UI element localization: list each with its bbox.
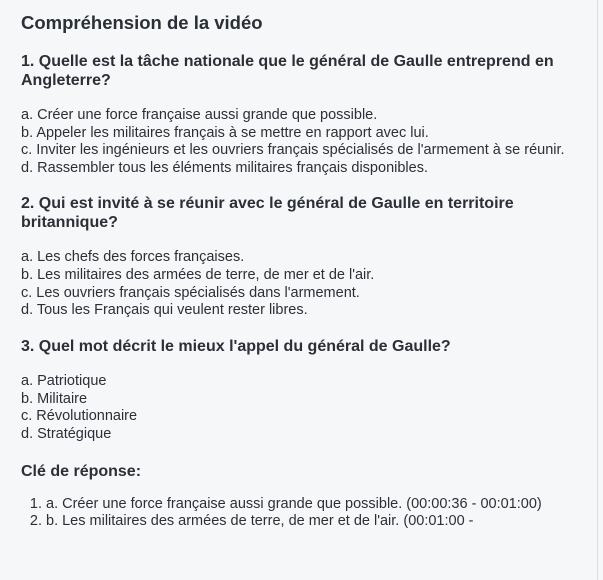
option-d: d. Tous les Français qui veulent rester libres. [21, 302, 308, 319]
options-list [21, 107, 577, 177]
question-3 [20, 338, 577, 444]
question-2 [20, 195, 577, 319]
question-title: 1. Quelle est la tâche nationale que le général de Gaulle entreprend en Angleterre? [21, 53, 554, 89]
option-a: a. Créer une force française aussi grande que possible. [21, 107, 378, 123]
options-list [21, 373, 577, 443]
options-list [21, 249, 577, 319]
question-title: 3. Quel mot décrit le mieux l'appel du général de Gaulle? [21, 337, 451, 355]
option-b: b. Appeler les militaires français à se mettre en rapport avec lui. [21, 124, 429, 141]
option-c: c. Inviter les ingénieurs et les ouvriers français spécialisés de l'armement à se réunir. [21, 142, 565, 159]
option-b: b. Militaire [21, 390, 88, 407]
answer-key-list [20, 496, 577, 531]
answer-item: 2. b. Les militaires des armées de terre, de mer et de l'air. (00:01:00 - [46, 513, 577, 531]
option-d: d. Rassembler tous les éléments militaires français disponibles. [21, 159, 428, 176]
option-a: a. Les chefs des forces françaises. [21, 249, 245, 266]
option-d: d. Stratégique [21, 426, 112, 443]
question-title: 2. Qui est invité à se réunir avec le général de Gaulle en territoire britannique? [21, 195, 514, 231]
option-c: c. Révolutionnaire [21, 408, 138, 425]
option-a: a. Patriotique [21, 373, 107, 390]
page-title: Compréhension de la vidéo [21, 12, 263, 33]
answer-key-heading: Clé de réponse: [21, 462, 142, 480]
option-b: b. Les militaires des armées de terre, de mer et de l'air. [21, 266, 375, 283]
answer-item: 1. a. Créer une force française aussi grande que possible. (00:00:36 - 00:01:00) [46, 496, 577, 514]
question-1 [20, 53, 577, 177]
option-c: c. Les ouvriers français spécialisés dans l'armement. [21, 284, 360, 301]
